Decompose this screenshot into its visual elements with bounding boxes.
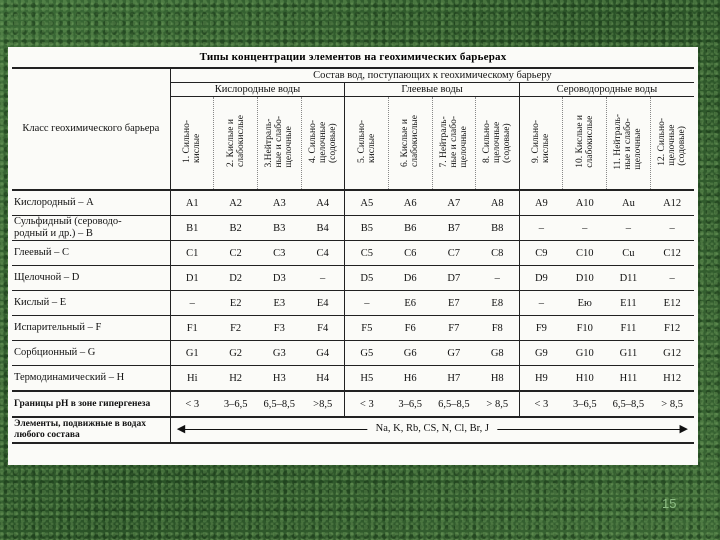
- table-cell: H7: [432, 366, 476, 392]
- table-cell: A8: [476, 190, 520, 216]
- table-cell: C12: [650, 241, 694, 266]
- table-cell: C1: [170, 241, 214, 266]
- table-cell: E12: [650, 291, 694, 316]
- table-cell: D2: [214, 266, 258, 291]
- column-header-cell: [345, 97, 389, 191]
- table-cell: F5: [345, 316, 389, 341]
- table-cell: F3: [257, 316, 301, 341]
- table-cell: C2: [214, 241, 258, 266]
- table-cell: –: [650, 216, 694, 241]
- table-cell: H8: [476, 366, 520, 392]
- table-body: [12, 190, 694, 391]
- ph-cell: > 8,5: [650, 391, 694, 417]
- table-cell: F1: [170, 316, 214, 341]
- table-cell: D5: [345, 266, 389, 291]
- mobile-elements-cell: [170, 417, 694, 443]
- row-label: Термодинамический – Н: [12, 366, 170, 392]
- table-cell: C10: [563, 241, 607, 266]
- table-cell: G1: [170, 341, 214, 366]
- table-cell: D6: [388, 266, 432, 291]
- table-cell: G12: [650, 341, 694, 366]
- table-cell: A4: [301, 190, 345, 216]
- table-cell: F8: [476, 316, 520, 341]
- table-cell: F7: [432, 316, 476, 341]
- table-cell: –: [650, 266, 694, 291]
- class-header-cell: [12, 68, 170, 190]
- arrow-left-icon: ◀: [176, 423, 186, 435]
- table-cell: Au: [607, 190, 651, 216]
- table-cell: F6: [388, 316, 432, 341]
- group-header-hydrogen-sulfide: Сероводородные воды: [519, 83, 694, 97]
- ph-cell: 3–6,5: [388, 391, 432, 417]
- column-header-cell: [301, 97, 345, 191]
- row-label: Кислородный – А: [12, 190, 170, 216]
- table-cell: –: [345, 291, 389, 316]
- mobile-elements-row: [12, 417, 694, 443]
- table-cell: G4: [301, 341, 345, 366]
- table-cell: C5: [345, 241, 389, 266]
- row-label: Сорбционный – G: [12, 341, 170, 366]
- table-cell: A12: [650, 190, 694, 216]
- table-cell: D9: [519, 266, 563, 291]
- ph-cell: 3–6,5: [563, 391, 607, 417]
- table-cell: G8: [476, 341, 520, 366]
- ph-cell: 3–6,5: [214, 391, 258, 417]
- table-cell: C3: [257, 241, 301, 266]
- column-header-label: 4. Сильно- щелочные (содовые): [307, 120, 338, 163]
- table-cell: A1: [170, 190, 214, 216]
- column-header-cell: [388, 97, 432, 191]
- slide-sheet: [8, 47, 698, 465]
- table-cell: A5: [345, 190, 389, 216]
- column-header-label: 9. Сильно- кислые: [531, 120, 552, 163]
- table-cell: G7: [432, 341, 476, 366]
- table-cell: F4: [301, 316, 345, 341]
- table-cell: F9: [519, 316, 563, 341]
- table-row: [12, 216, 694, 241]
- ph-row-label: Границы рН в зоне гипергенеза: [12, 391, 170, 417]
- table-cell: –: [476, 266, 520, 291]
- group-header-oxygen: Кислородные воды: [170, 83, 345, 97]
- ph-row: [12, 391, 694, 417]
- table-cell: A3: [257, 190, 301, 216]
- composition-header: Состав вод, поступающих к геохимическому барьеру: [170, 68, 694, 83]
- table-cell: B4: [301, 216, 345, 241]
- column-header-cell: [650, 97, 694, 191]
- table-cell: G3: [257, 341, 301, 366]
- table-cell: E7: [432, 291, 476, 316]
- table-cell: E3: [257, 291, 301, 316]
- table-cell: –: [519, 216, 563, 241]
- table-cell: F12: [650, 316, 694, 341]
- column-header-label: 1. Сильно- кислые: [182, 120, 202, 163]
- row-label: Глеевый – С: [12, 241, 170, 266]
- table-cell: G11: [607, 341, 651, 366]
- class-header: Класс геохимического барьера: [22, 123, 160, 134]
- table-cell: Hi: [170, 366, 214, 392]
- table-cell: G10: [563, 341, 607, 366]
- table-row: [12, 190, 694, 216]
- table-cell: H11: [607, 366, 651, 392]
- table-cell: C4: [301, 241, 345, 266]
- table-row: [12, 366, 694, 392]
- geochemical-barriers-table: [12, 67, 694, 444]
- ph-cell: >8,5: [301, 391, 345, 417]
- ph-cell: 6,5–8,5: [607, 391, 651, 417]
- row-label: Кислый – Е: [12, 291, 170, 316]
- table-cell: B5: [345, 216, 389, 241]
- table-title: Типы концентрации элементов на геохимических барьерах: [199, 51, 507, 63]
- table-row: [12, 266, 694, 291]
- table-cell: E8: [476, 291, 520, 316]
- table-cell: –: [607, 216, 651, 241]
- table-cell: H6: [388, 366, 432, 392]
- table-cell: G6: [388, 341, 432, 366]
- column-header-cell: [563, 97, 607, 191]
- table-cell: H12: [650, 366, 694, 392]
- column-header-label: 7. Нейтраль- ные и слабо- щелочные: [438, 115, 469, 168]
- table-row: [12, 291, 694, 316]
- table-cell: A2: [214, 190, 258, 216]
- ph-cell: > 8,5: [476, 391, 520, 417]
- table-cell: C8: [476, 241, 520, 266]
- row-label: Сульфидный (сероводо- родный и др.) – В: [12, 216, 170, 241]
- table-cell: D10: [563, 266, 607, 291]
- table-cell: D1: [170, 266, 214, 291]
- table-cell: Cu: [607, 241, 651, 266]
- table-cell: C6: [388, 241, 432, 266]
- table-cell: –: [519, 291, 563, 316]
- table-cell: A6: [388, 190, 432, 216]
- table-cell: F11: [607, 316, 651, 341]
- column-header-cell: [432, 97, 476, 191]
- row-label: Испарительный – F: [12, 316, 170, 341]
- ph-cell: < 3: [170, 391, 214, 417]
- ph-cell: < 3: [345, 391, 389, 417]
- mobile-elements-label: Элементы, подвижные в водах любого состава: [12, 417, 170, 443]
- table-cell: G5: [345, 341, 389, 366]
- table-cell: B2: [214, 216, 258, 241]
- table-cell: –: [170, 291, 214, 316]
- table-row: [12, 316, 694, 341]
- column-header-cell: [476, 97, 520, 191]
- column-header-label: 10. Кислые и слабокислые: [574, 115, 595, 168]
- table-cell: E6: [388, 291, 432, 316]
- row-label: Щелочной – D: [12, 266, 170, 291]
- table-row: [12, 241, 694, 266]
- column-header-cell: [170, 97, 214, 191]
- table-cell: E2: [214, 291, 258, 316]
- table-cell: F2: [214, 316, 258, 341]
- ph-cell: < 3: [519, 391, 563, 417]
- column-header-cell: [214, 97, 258, 191]
- mobile-elements-list: Na, K, Rb, CS, N, Cl, Br, J: [368, 423, 497, 434]
- table-cell: –: [563, 216, 607, 241]
- table-cell: A7: [432, 190, 476, 216]
- column-header-cell: [519, 97, 563, 191]
- column-header-cell: [257, 97, 301, 191]
- column-header-label: 11. Нейтраль- ные и слабо- щелочные: [613, 113, 644, 170]
- table-cell: E11: [607, 291, 651, 316]
- table-cell: H4: [301, 366, 345, 392]
- table-cell: G2: [214, 341, 258, 366]
- table-row: [12, 341, 694, 366]
- arrow-right-icon: ▶: [679, 423, 688, 435]
- table-cell: A10: [563, 190, 607, 216]
- column-header-cell: [607, 97, 651, 191]
- table-cell: H5: [345, 366, 389, 392]
- ph-cell: 6,5–8,5: [257, 391, 301, 417]
- table-cell: G9: [519, 341, 563, 366]
- table-cell: E4: [301, 291, 345, 316]
- table-cell: H10: [563, 366, 607, 392]
- column-header-label: 5. Сильно- кислые: [356, 120, 377, 163]
- table-cell: A9: [519, 190, 563, 216]
- table-cell: D7: [432, 266, 476, 291]
- group-header-gley: Глеевые воды: [345, 83, 520, 97]
- page-number: 15: [662, 496, 677, 511]
- column-header-label: 8. Сильно- щелочные (содовые): [482, 120, 513, 163]
- column-header-label: 2. Кислые и слабокислые: [225, 115, 246, 168]
- table-cell: B6: [388, 216, 432, 241]
- column-header-label: 12. Сильно- щелочные (содовые): [657, 117, 688, 166]
- column-header-label: 6. Кислые и слабокислые: [400, 115, 421, 168]
- table-cell: C9: [519, 241, 563, 266]
- table-cell: B8: [476, 216, 520, 241]
- table-cell: B1: [170, 216, 214, 241]
- table-cell: B3: [257, 216, 301, 241]
- column-header-label: 3.Нейтраль- ные и слабо- щелочные: [264, 115, 295, 168]
- ph-cell: 6,5–8,5: [432, 391, 476, 417]
- table-cell: D11: [607, 266, 651, 291]
- table-cell: C7: [432, 241, 476, 266]
- table-cell: Eю: [563, 291, 607, 316]
- table-cell: H2: [214, 366, 258, 392]
- table-cell: –: [301, 266, 345, 291]
- table-cell: D3: [257, 266, 301, 291]
- table-cell: H3: [257, 366, 301, 392]
- table-cell: F10: [563, 316, 607, 341]
- table-cell: H9: [519, 366, 563, 392]
- table-cell: B7: [432, 216, 476, 241]
